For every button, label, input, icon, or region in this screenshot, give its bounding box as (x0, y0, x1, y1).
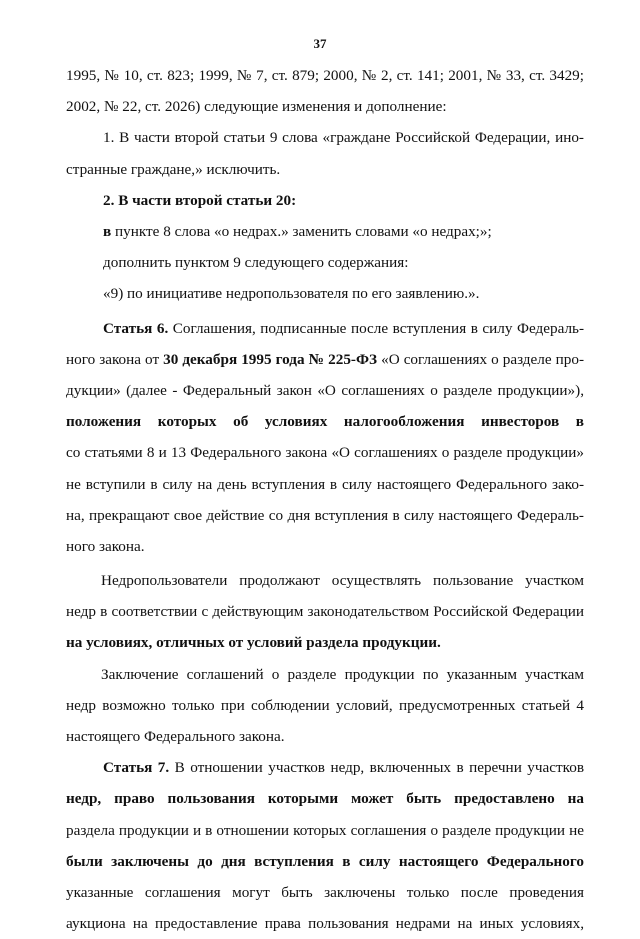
text-line: настоящего Федерального закона. (66, 728, 285, 746)
text-line: ного закона. (66, 537, 145, 555)
text-line: 1995, № 10, ст. 823; 1999, № 7, ст. 879; 2000, № 2, ст. 141; 2001, № 33, ст. 3429; (66, 67, 584, 84)
text-line: недр, право пользования которыми может быть предоставлено на (66, 790, 584, 808)
text-line: 1. В части второй статьи 9 слова «граждане Российской Федерации, ино- (103, 129, 584, 147)
text-line: 2. В части второй статьи 20: (103, 191, 297, 209)
text-line: Статья 6. Соглашения, подписанные после вступления в силу Федераль- (103, 319, 584, 337)
document-body (66, 60, 584, 939)
paragraph-agreements (66, 659, 584, 753)
text-line: ного закона от 30 декабря 1995 года № 225-ФЗ «О соглашениях о разделе про- (66, 350, 584, 368)
text-line: дополнить пунктом 9 следующего содержания: (103, 254, 409, 272)
page-number: 37 (313, 36, 327, 51)
paragraph-article-6 (66, 313, 584, 563)
text-line: аукциона на предоставление права пользования недрами на иных условиях, (66, 915, 584, 933)
text-line: со статьями 8 и 13 Федерального закона «О соглашениях о разделе продукции» (66, 444, 584, 462)
article-7-heading: Статья 7. (103, 759, 170, 777)
text-line: указанные соглашения могут быть заключены только после проведения (66, 884, 584, 902)
text-line: странные граждане,» исключить. (66, 160, 281, 178)
word-v: в (103, 222, 112, 240)
text-line: в пункте 8 слова «о недрах.» заменить словами «о недрах;»; (103, 222, 492, 240)
text-line: не вступили в силу на день вступления в силу настоящего Федерального зако- (66, 475, 584, 493)
text-line: Статья 7. В отношении участков недр, включенных в перечни участков (103, 759, 584, 777)
text-line: дукции» (далее - Федеральный закон «О соглашениях о разделе продукции»), (66, 381, 584, 399)
text-line: на условиях, отличных от условий раздела продукции. (66, 634, 441, 652)
paragraph-item-1 (66, 122, 584, 184)
text-line: были заключены до дня вступления в силу настоящего Федерального (66, 852, 584, 870)
text-line: 2002, № 22, ст. 2026) следующие изменения и дополнение: (66, 98, 447, 116)
text-line: Недропользователи продолжают осуществлять пользование участком (101, 572, 584, 590)
text-line: «9) по инициативе недропользователя по его заявлению.». (103, 285, 480, 303)
text-line: Заключение соглашений о разделе продукции по указанным участкам (101, 665, 584, 683)
text-line: недр возможно только при соблюдении условий, предусмотренных статьей 4 (66, 696, 584, 714)
article-6-heading: Статья 6. (103, 319, 169, 337)
paragraph-item-2-point-8 (66, 216, 584, 247)
text-line: положения которых об условиях налогообложения инвесторов в (66, 413, 584, 431)
paragraph-item-2-point-9 (66, 278, 584, 309)
text-line: недр в соответствии с действующим законодательством Российской Федерации (66, 603, 584, 621)
paragraph-item-2-add (66, 247, 584, 278)
paragraph-article-7 (66, 752, 584, 939)
text-line: раздела продукции и в отношении которых соглашения о разделе продукции не (66, 821, 584, 839)
paragraph-item-2 (66, 185, 584, 216)
text-line: на, прекращают свое действие со дня вступления в силу настоящего Федераль- (66, 506, 584, 524)
paragraph-law-refs (66, 60, 584, 122)
paragraph-subsoil-users (66, 565, 584, 659)
